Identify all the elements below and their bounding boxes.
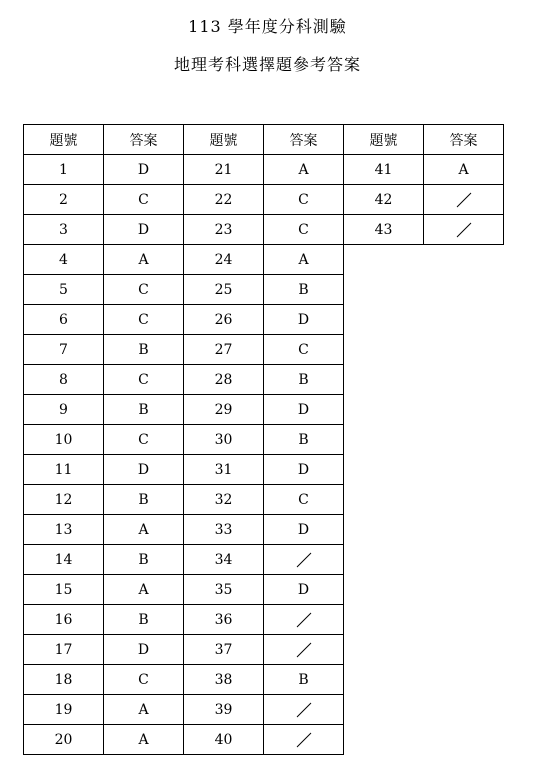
answer-cell (264, 605, 344, 635)
answer-cell: A (104, 245, 184, 275)
question-number-cell: 40 (184, 725, 264, 755)
empty-cell (344, 515, 424, 545)
question-number-cell: 23 (184, 215, 264, 245)
empty-cell (344, 635, 424, 665)
question-number-cell: 34 (184, 545, 264, 575)
table-row (24, 455, 504, 485)
answer-cell: D (104, 455, 184, 485)
header-question-3: 題號 (344, 125, 424, 155)
question-number-cell: 41 (344, 155, 424, 185)
question-number-cell: 20 (24, 725, 104, 755)
question-number-cell: 11 (24, 455, 104, 485)
answer-cell: B (104, 545, 184, 575)
question-number-cell: 4 (24, 245, 104, 275)
question-number-cell: 29 (184, 395, 264, 425)
empty-cell (344, 695, 424, 725)
answer-cell: A (264, 155, 344, 185)
answer-cell: C (264, 215, 344, 245)
empty-cell (344, 485, 424, 515)
slash-icon (296, 552, 312, 568)
question-number-cell: 1 (24, 155, 104, 185)
empty-cell (344, 335, 424, 365)
empty-cell (344, 575, 424, 605)
question-number-cell: 33 (184, 515, 264, 545)
empty-cell (424, 545, 504, 575)
answer-cell (264, 725, 344, 755)
slash-icon (296, 642, 312, 658)
question-number-cell: 9 (24, 395, 104, 425)
answer-cell: B (264, 365, 344, 395)
empty-cell (424, 605, 504, 635)
header-row (24, 125, 504, 155)
table-row (24, 545, 504, 575)
question-number-cell: 37 (184, 635, 264, 665)
empty-cell (344, 305, 424, 335)
answer-cell: C (104, 365, 184, 395)
question-number-cell: 31 (184, 455, 264, 485)
slash-icon (296, 732, 312, 748)
header-answer-1: 答案 (104, 125, 184, 155)
header-answer-3: 答案 (424, 125, 504, 155)
empty-cell (344, 545, 424, 575)
slash-icon (296, 702, 312, 718)
answer-cell (424, 185, 504, 215)
question-number-cell: 21 (184, 155, 264, 185)
empty-cell (424, 515, 504, 545)
answer-cell (264, 695, 344, 725)
table-row (24, 305, 504, 335)
answer-cell: A (264, 245, 344, 275)
empty-cell (344, 605, 424, 635)
empty-cell (424, 695, 504, 725)
empty-cell (344, 275, 424, 305)
answer-cell (264, 545, 344, 575)
question-number-cell: 24 (184, 245, 264, 275)
table-row (24, 695, 504, 725)
question-number-cell: 39 (184, 695, 264, 725)
empty-cell (344, 395, 424, 425)
question-number-cell: 43 (344, 215, 424, 245)
question-number-cell: 19 (24, 695, 104, 725)
document-title: 113 學年度分科測驗 (188, 17, 347, 36)
answer-cell: D (104, 635, 184, 665)
empty-cell (424, 305, 504, 335)
answer-cell: A (104, 725, 184, 755)
answer-cell: A (104, 575, 184, 605)
header-question-1: 題號 (24, 125, 104, 155)
answer-cell (264, 635, 344, 665)
question-number-cell: 42 (344, 185, 424, 215)
empty-cell (344, 725, 424, 755)
table-row (24, 665, 504, 695)
empty-cell (424, 455, 504, 485)
answer-cell: A (104, 695, 184, 725)
answer-cell: C (264, 485, 344, 515)
empty-cell (424, 665, 504, 695)
question-number-cell: 8 (24, 365, 104, 395)
table-row (24, 575, 504, 605)
answer-cell: D (264, 575, 344, 605)
slash-icon (456, 222, 472, 238)
header-question-2: 題號 (184, 125, 264, 155)
empty-cell (344, 245, 424, 275)
table-row (24, 185, 504, 215)
answer-cell: D (104, 215, 184, 245)
table-row (24, 635, 504, 665)
answer-cell (424, 215, 504, 245)
document-subtitle: 地理考科選擇題參考答案 (173, 55, 361, 74)
question-number-cell: 18 (24, 665, 104, 695)
answer-cell: D (264, 395, 344, 425)
answer-cell: C (104, 185, 184, 215)
table-row (24, 515, 504, 545)
question-number-cell: 32 (184, 485, 264, 515)
empty-cell (424, 245, 504, 275)
table-row (24, 275, 504, 305)
table-row (24, 215, 504, 245)
table-row (24, 725, 504, 755)
table-row (24, 395, 504, 425)
question-number-cell: 28 (184, 365, 264, 395)
question-number-cell: 25 (184, 275, 264, 305)
empty-cell (424, 725, 504, 755)
empty-cell (344, 665, 424, 695)
table-row (24, 485, 504, 515)
question-number-cell: 3 (24, 215, 104, 245)
answer-cell: C (104, 665, 184, 695)
answer-table-body (24, 125, 504, 755)
question-number-cell: 10 (24, 425, 104, 455)
question-number-cell: 35 (184, 575, 264, 605)
answer-cell: D (264, 305, 344, 335)
header-answer-2: 答案 (264, 125, 344, 155)
answer-cell: B (104, 605, 184, 635)
question-number-cell: 26 (184, 305, 264, 335)
answer-cell: D (264, 515, 344, 545)
table-row (24, 365, 504, 395)
answer-cell: B (104, 335, 184, 365)
answer-cell: A (424, 155, 504, 185)
empty-cell (344, 455, 424, 485)
empty-cell (424, 635, 504, 665)
empty-cell (424, 365, 504, 395)
slash-icon (456, 192, 472, 208)
question-number-cell: 5 (24, 275, 104, 305)
question-number-cell: 13 (24, 515, 104, 545)
empty-cell (424, 425, 504, 455)
answer-cell: B (104, 485, 184, 515)
question-number-cell: 17 (24, 635, 104, 665)
question-number-cell: 36 (184, 605, 264, 635)
answer-cell: D (264, 455, 344, 485)
table-row (24, 605, 504, 635)
empty-cell (424, 275, 504, 305)
answer-cell: C (104, 425, 184, 455)
empty-cell (424, 335, 504, 365)
empty-cell (424, 485, 504, 515)
table-row (24, 245, 504, 275)
answer-cell: C (264, 185, 344, 215)
answer-cell: D (104, 155, 184, 185)
question-number-cell: 22 (184, 185, 264, 215)
answer-cell: C (104, 275, 184, 305)
question-number-cell: 12 (24, 485, 104, 515)
question-number-cell: 27 (184, 335, 264, 365)
table-row (24, 155, 504, 185)
question-number-cell: 6 (24, 305, 104, 335)
question-number-cell: 38 (184, 665, 264, 695)
question-number-cell: 30 (184, 425, 264, 455)
question-number-cell: 16 (24, 605, 104, 635)
question-number-cell: 2 (24, 185, 104, 215)
question-number-cell: 14 (24, 545, 104, 575)
answer-cell: B (264, 425, 344, 455)
empty-cell (424, 575, 504, 605)
table-row (24, 425, 504, 455)
answer-cell: C (104, 305, 184, 335)
table-row (24, 335, 504, 365)
empty-cell (424, 395, 504, 425)
answer-cell: C (264, 335, 344, 365)
answer-cell: A (104, 515, 184, 545)
answer-cell: B (264, 275, 344, 305)
answer-table (23, 124, 504, 755)
question-number-cell: 7 (24, 335, 104, 365)
empty-cell (344, 365, 424, 395)
empty-cell (344, 425, 424, 455)
question-number-cell: 15 (24, 575, 104, 605)
answer-cell: B (104, 395, 184, 425)
slash-icon (296, 612, 312, 628)
answer-cell: B (264, 665, 344, 695)
